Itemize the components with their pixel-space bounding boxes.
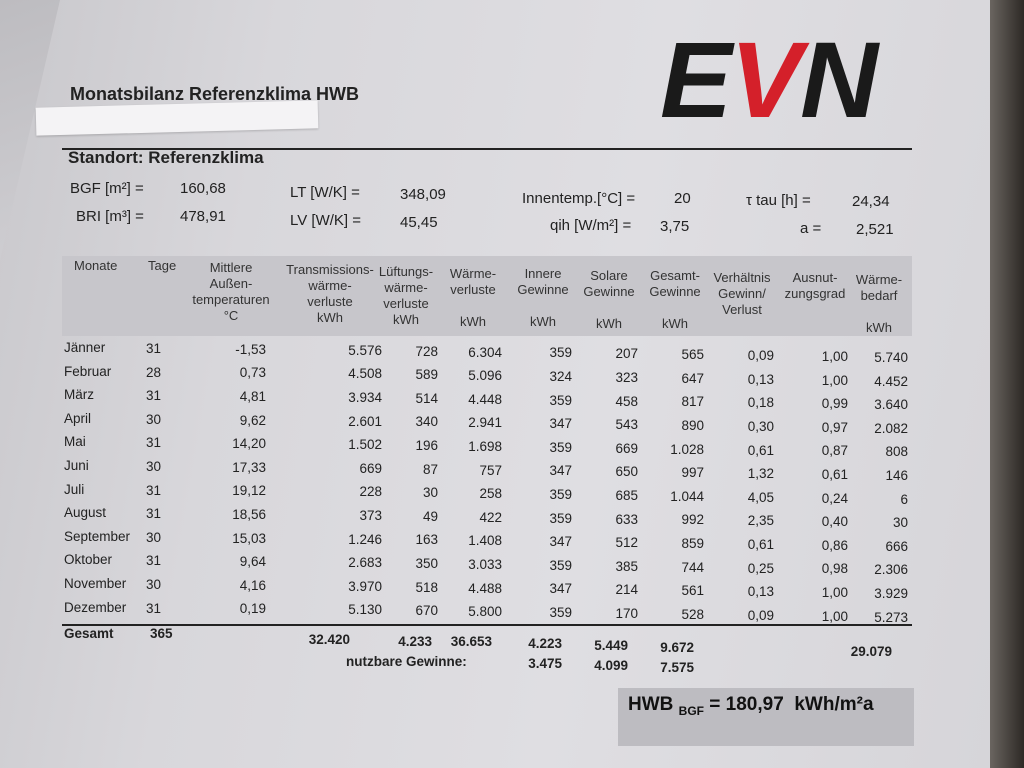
cell-monate: Mai [64, 434, 86, 450]
cell-waermeverluste: 757 [479, 462, 502, 478]
header-transmission: Transmissions- wärme- verluste kWh [286, 262, 374, 325]
cell-waermeverluste: 6.304 [468, 344, 502, 360]
hwb-result: HWB $_{BGF}$ = 180,97 kWh/m²a [628, 694, 874, 718]
cell-solare: 650 [615, 464, 638, 480]
cell-transmission: 4.508 [348, 366, 382, 382]
cell-aussentemp: 9,64 [239, 554, 266, 570]
cell-transmission: 228 [359, 484, 382, 500]
cell-transmission: 5.130 [348, 602, 382, 618]
cell-verhaeltnis: 0,25 [747, 560, 774, 576]
cell-waermebedarf: 2.306 [874, 562, 908, 578]
cell-waermebedarf: 3.640 [874, 397, 908, 413]
cell-monate: April [64, 410, 92, 426]
cell-tage: 30 [146, 458, 162, 474]
lt-value: 348,09 [400, 186, 446, 203]
cell-aussentemp: 0,19 [239, 601, 266, 617]
cell-waermebedarf: 3.929 [874, 585, 908, 601]
qih-label: qih [W/m²] = [550, 217, 632, 234]
location-heading: Standort: Referenzklima [68, 148, 264, 167]
cell-lueftung: 49 [422, 508, 438, 524]
cell-waermebedarf: 808 [885, 444, 908, 460]
cell-innere: 359 [549, 392, 572, 408]
cell-ausnutzung: 0,87 [821, 443, 848, 459]
cell-waermebedarf: 6 [900, 491, 908, 507]
header-solare: Solare Gewinne kWh [583, 268, 635, 331]
qih-value: 3,75 [660, 218, 690, 235]
tau-label: τ tau [h] = [746, 192, 811, 209]
cell-innere: 359 [549, 487, 572, 502]
totals-waerme: 36.653 [450, 634, 492, 649]
cell-ausnutzung: 0,97 [821, 419, 848, 435]
cell-solare: 385 [615, 558, 638, 574]
cell-verhaeltnis: 0,61 [747, 442, 774, 458]
cell-solare: 458 [615, 393, 638, 409]
cell-innere: 359 [549, 439, 572, 455]
totals-transmission: 32.420 [308, 632, 350, 647]
cell-solare: 669 [615, 440, 638, 456]
cell-waermeverluste: 5.800 [468, 604, 502, 620]
cell-lueftung: 518 [415, 579, 438, 595]
cell-verhaeltnis: 2,35 [747, 513, 774, 529]
cell-ausnutzung: 1,00 [821, 585, 848, 600]
cell-ausnutzung: 0,98 [821, 561, 848, 577]
a-label: a = [800, 220, 822, 237]
cell-lueftung: 728 [415, 343, 438, 359]
cell-ausnutzung: 1,00 [821, 608, 848, 624]
cell-aussentemp: 9,62 [239, 412, 266, 428]
cell-verhaeltnis: 0,18 [747, 395, 774, 411]
lv-value: 45,45 [400, 214, 438, 231]
cell-ausnutzung: 1,00 [821, 349, 848, 364]
cell-verhaeltnis: 0,30 [747, 418, 774, 434]
cell-lueftung: 350 [415, 556, 438, 571]
totals-rule [62, 624, 912, 626]
cell-innere: 359 [549, 605, 572, 620]
cell-monate: Februar [64, 363, 112, 379]
nutzbar-label: nutzbare Gewinne: [346, 654, 467, 669]
cell-gesamt: 565 [681, 347, 704, 363]
cell-tage: 28 [146, 364, 162, 380]
header-ausnutzung: Ausnut- zungsgrad [784, 270, 846, 301]
cell-ausnutzung: 1,00 [821, 372, 848, 388]
cell-innere: 359 [549, 510, 572, 526]
totals-innere: 4.223 [528, 636, 562, 651]
cell-gesamt: 528 [681, 606, 704, 622]
cell-aussentemp: 15,03 [232, 530, 266, 546]
cell-verhaeltnis: 0,61 [747, 536, 774, 552]
cell-ausnutzung: 0,24 [821, 490, 848, 506]
a-value: 2,521 [856, 221, 894, 238]
cell-solare: 170 [615, 605, 638, 621]
cell-gesamt: 647 [681, 370, 704, 386]
background-edge [990, 0, 1024, 768]
cell-innere: 347 [549, 416, 572, 432]
cell-waermebedarf: 5.740 [874, 349, 908, 365]
cell-lueftung: 514 [415, 390, 438, 406]
header-lueftung: Lüftungs- wärme- verluste kWh [378, 264, 434, 327]
cell-waermebedarf: 30 [892, 515, 908, 531]
cell-aussentemp: 18,56 [232, 507, 266, 522]
innentemp-value: 20 [674, 190, 691, 207]
cell-waermeverluste: 3.033 [468, 556, 502, 572]
cell-ausnutzung: 0,86 [821, 537, 848, 553]
cell-gesamt: 1.044 [670, 488, 704, 504]
totals-gesamt: 9.672 [660, 640, 694, 655]
cell-monate: Oktober [64, 552, 113, 568]
cell-verhaeltnis: 0,09 [747, 607, 774, 623]
cell-lueftung: 30 [422, 485, 438, 501]
cell-waermeverluste: 258 [479, 486, 502, 502]
cell-innere: 347 [549, 581, 572, 597]
header-aussentemp: Mittlere Außen- temperaturen °C [192, 260, 270, 323]
nutzbar-solare: 4.099 [594, 658, 628, 673]
evn-logo: EVN [660, 19, 877, 140]
cell-transmission: 669 [359, 460, 382, 476]
cell-aussentemp: 0,73 [239, 365, 266, 381]
cell-gesamt: 890 [681, 418, 704, 433]
cell-lueftung: 340 [415, 414, 438, 430]
bri-value: 478,91 [180, 208, 226, 225]
cell-waermeverluste: 1.408 [468, 533, 502, 549]
redaction-sticker [36, 100, 319, 135]
cell-innere: 324 [549, 369, 572, 384]
nutzbar-gesamt: 7.575 [660, 660, 694, 675]
cell-verhaeltnis: 4,05 [747, 489, 774, 505]
header-tage: Tage [148, 258, 177, 273]
cell-tage: 30 [146, 411, 162, 427]
cell-tage: 30 [146, 529, 162, 545]
header-verhaeltnis: Verhältnis Gewinn/ Verlust [713, 270, 771, 317]
cell-waermeverluste: 4.448 [468, 391, 502, 407]
cell-waermebedarf: 666 [885, 538, 908, 554]
cell-monate: Juni [64, 458, 89, 473]
cell-lueftung: 196 [415, 438, 438, 453]
cell-lueftung: 87 [422, 461, 438, 477]
cell-gesamt: 744 [681, 559, 704, 575]
tau-value: 24,34 [852, 193, 890, 210]
header-waermeverluste: Wärme- verluste kWh [449, 266, 497, 329]
cell-waermeverluste: 422 [479, 509, 502, 525]
totals-bedarf: 29.079 [850, 644, 892, 659]
cell-ausnutzung: 0,40 [821, 514, 848, 530]
cell-aussentemp: 14,20 [232, 436, 266, 452]
cell-innere: 347 [549, 534, 572, 550]
totals-lueftung: 4.233 [398, 634, 432, 649]
cell-solare: 323 [615, 369, 638, 385]
cell-gesamt: 561 [681, 583, 704, 599]
cell-monate: August [64, 505, 107, 521]
cell-transmission: 5.576 [348, 342, 382, 358]
cell-waermebedarf: 4.452 [874, 373, 908, 389]
totals-label: Gesamt [64, 626, 114, 641]
cell-gesamt: 992 [681, 512, 704, 528]
cell-transmission: 373 [359, 507, 382, 523]
cell-transmission: 3.934 [348, 389, 382, 405]
nutzbar-innere: 3.475 [528, 656, 562, 671]
cell-innere: 359 [549, 557, 572, 573]
cell-gesamt: 817 [681, 394, 704, 410]
cell-solare: 512 [615, 535, 638, 551]
cell-waermebedarf: 146 [885, 467, 908, 483]
cell-monate: Juli [64, 481, 85, 497]
lt-label: LT [W/K] = [290, 184, 360, 201]
header-monate: Monate [74, 258, 118, 273]
totals-solare: 5.449 [594, 638, 628, 653]
header-gesamt: Gesamt- Gewinne kWh [649, 268, 701, 331]
bgf-value: 160,68 [180, 180, 226, 197]
cell-gesamt: 859 [681, 536, 704, 551]
cell-transmission: 1.502 [348, 437, 382, 453]
cell-monate: März [64, 387, 94, 403]
cell-waermebedarf: 5.273 [874, 609, 908, 625]
cell-tage: 31 [146, 482, 162, 498]
document-title: Monatsbilanz Referenzklima HWB [70, 84, 360, 104]
cell-solare: 685 [615, 487, 638, 503]
bri-label: BRI [m³] = [76, 208, 144, 225]
cell-transmission: 3.970 [348, 578, 382, 594]
cell-verhaeltnis: 0,13 [747, 371, 774, 387]
cell-tage: 31 [146, 340, 162, 356]
cell-ausnutzung: 0,99 [821, 396, 848, 412]
cell-innere: 359 [549, 345, 572, 361]
innentemp-label: Innentemp.[°C] = [522, 190, 636, 207]
cell-ausnutzung: 0,61 [821, 467, 848, 482]
cell-lueftung: 670 [415, 603, 438, 619]
cell-aussentemp: -1,53 [235, 341, 266, 357]
cell-waermeverluste: 5.096 [468, 368, 502, 384]
cell-solare: 214 [615, 582, 638, 598]
totals-tage: 365 [150, 626, 173, 641]
cell-lueftung: 589 [415, 367, 438, 383]
cell-solare: 207 [615, 346, 638, 362]
cell-aussentemp: 4,81 [239, 389, 266, 404]
cell-monate: September [64, 528, 131, 544]
cell-innere: 347 [549, 463, 572, 479]
cell-waermebedarf: 2.082 [874, 420, 908, 436]
cell-tage: 31 [146, 553, 162, 569]
cell-monate: November [64, 576, 127, 591]
cell-aussentemp: 17,33 [232, 459, 266, 475]
cell-transmission: 2.601 [348, 413, 382, 429]
cell-lueftung: 163 [415, 532, 438, 548]
header-innere: Innere Gewinne kWh [517, 266, 569, 329]
cell-tage: 31 [146, 435, 162, 451]
cell-waermeverluste: 1.698 [468, 438, 502, 454]
bgf-label: BGF [m²] = [70, 180, 144, 197]
cell-waermeverluste: 2.941 [468, 415, 502, 431]
cell-solare: 543 [615, 417, 638, 433]
cell-verhaeltnis: 1,32 [747, 466, 774, 482]
cell-tage: 31 [146, 388, 162, 404]
cell-verhaeltnis: 0,13 [747, 584, 774, 600]
cell-transmission: 2.683 [348, 555, 382, 571]
cell-gesamt: 1.028 [670, 441, 704, 457]
cell-gesamt: 997 [681, 465, 704, 481]
cell-tage: 31 [146, 506, 162, 522]
header-waermebedarf: Wärme- bedarf kWh [855, 272, 903, 335]
cell-tage: 30 [146, 576, 162, 592]
cell-aussentemp: 4,16 [239, 577, 266, 593]
cell-waermeverluste: 4.488 [468, 580, 502, 596]
cell-monate: Jänner [64, 340, 106, 355]
cell-transmission: 1.246 [348, 531, 382, 547]
cell-monate: Dezember [64, 599, 127, 615]
lv-label: LV [W/K] = [290, 212, 361, 229]
cell-verhaeltnis: 0,09 [747, 348, 774, 364]
cell-aussentemp: 19,12 [232, 483, 266, 499]
cell-solare: 633 [615, 511, 638, 527]
cell-tage: 31 [146, 600, 162, 616]
